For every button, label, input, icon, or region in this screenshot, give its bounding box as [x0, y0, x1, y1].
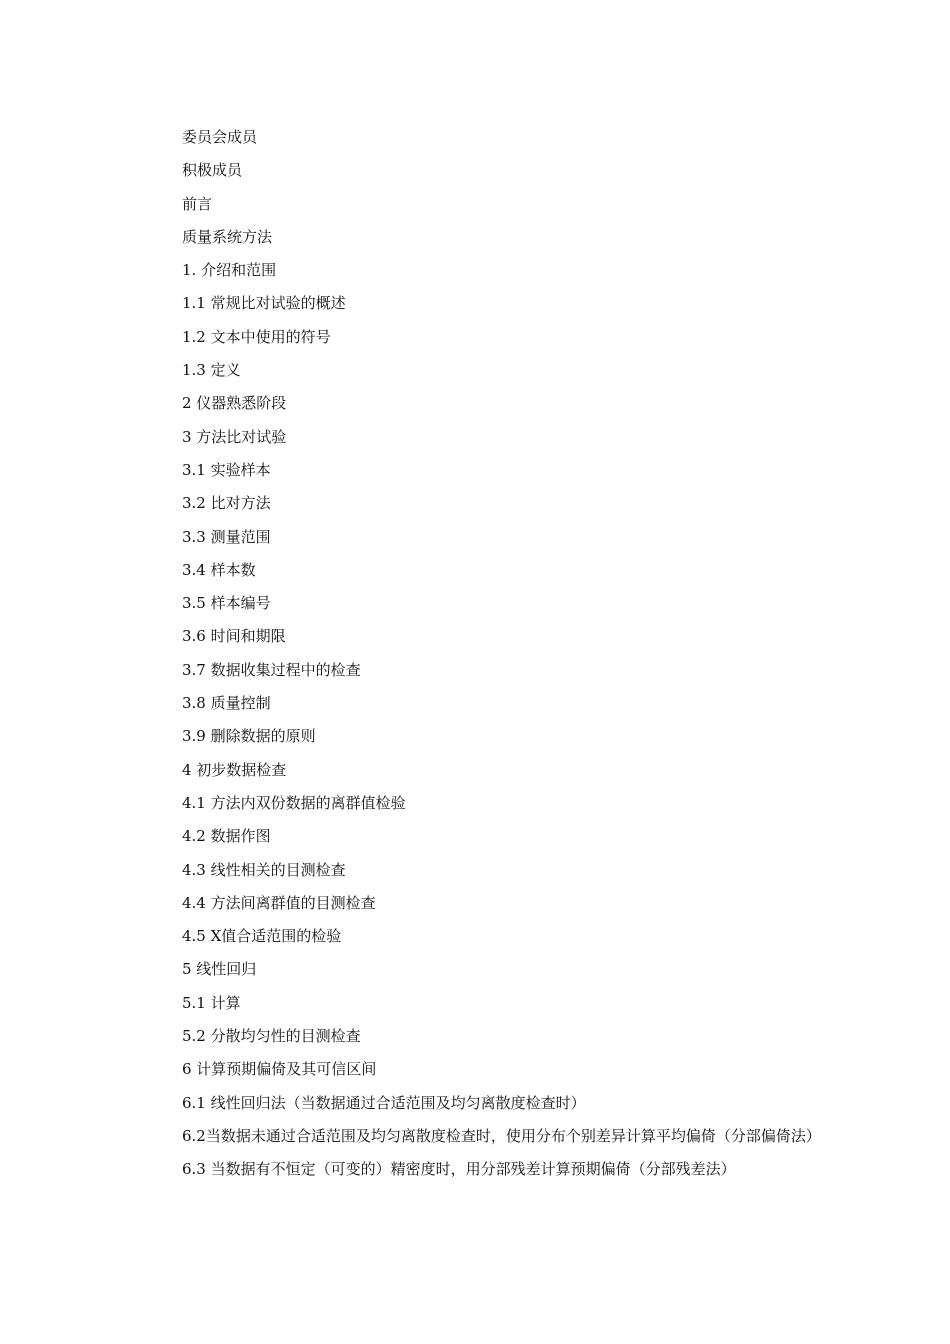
- toc-item: 质量系统方法: [182, 227, 273, 246]
- toc-item: 4.3 线性相关的目测检查: [182, 860, 346, 879]
- toc-item: 4.5 X值合适范围的检验: [182, 927, 342, 946]
- table-of-contents: [182, 121, 822, 1187]
- toc-item: 4.1 方法内双份数据的离群值检验: [182, 793, 406, 812]
- toc-item: 2 仪器熟悉阶段: [182, 394, 287, 413]
- toc-item: 3.2 比对方法: [182, 494, 271, 513]
- toc-item: 1.2 文本中使用的符号: [182, 327, 331, 346]
- toc-item: 3.9 删除数据的原则: [182, 727, 316, 746]
- toc-item: 前言: [182, 194, 213, 213]
- toc-item: 3.6 时间和期限: [182, 627, 286, 646]
- toc-item: 4.2 数据作图: [182, 827, 271, 846]
- toc-item: 积极成员: [182, 161, 243, 180]
- toc-item: 3 方法比对试验: [182, 427, 287, 446]
- toc-item: 4.4 方法间离群值的目测检查: [182, 893, 376, 912]
- toc-item: 1.3 定义: [182, 361, 241, 380]
- toc-item: 5.2 分散均匀性的目测检查: [182, 1027, 361, 1046]
- toc-item: 3.8 质量控制: [182, 694, 271, 713]
- toc-item: 5.1 计算: [182, 993, 241, 1012]
- toc-item: 1. 介绍和范围: [182, 261, 277, 280]
- toc-item: 委员会成员: [182, 128, 258, 146]
- toc-item: 3.3 测量范围: [182, 527, 271, 546]
- toc-item: 3.5 样本编号: [182, 594, 271, 613]
- toc-item: 6.1 线性回归法（当数据通过合适范围及均匀离散度检查时）: [182, 1093, 586, 1112]
- toc-item: 3.4 样本数: [182, 560, 256, 579]
- toc-item: 3.1 实验样本: [182, 460, 271, 479]
- toc-item: 1.1 常规比对试验的概述: [182, 294, 346, 313]
- toc-item: 6.2当数据未通过合适范围及均匀离散度检查时，使用分布个别差异计算平均偏倚（分部偏倚法）: [182, 1126, 821, 1145]
- toc-item: 6.3 当数据有不恒定（可变的）精密度时，用分部残差计算预期偏倚（分部残差法）: [182, 1160, 736, 1179]
- toc-item: 3.7 数据收集过程中的检查: [182, 660, 361, 679]
- toc-item: 6 计算预期偏倚及其可信区间: [182, 1060, 377, 1079]
- toc-item: 5 线性回归: [182, 960, 257, 979]
- toc-item: 4 初步数据检查: [182, 760, 287, 779]
